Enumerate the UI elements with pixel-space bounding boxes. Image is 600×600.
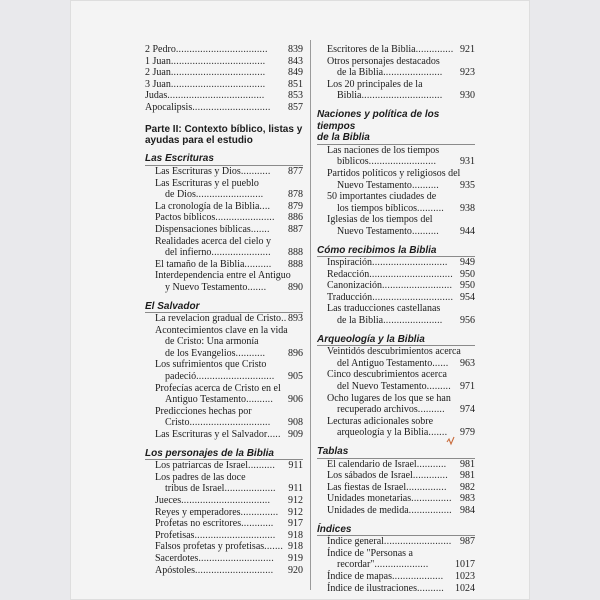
toc-entry	[145, 166, 303, 178]
section-heading-line: Naciones y política de los tiempos	[317, 108, 440, 132]
page-number: 949	[460, 257, 475, 269]
page-number: 984	[460, 504, 475, 516]
toc-entry	[145, 282, 303, 294]
entry-title: Redacción	[327, 268, 370, 280]
entry-title: Índice de mapas	[327, 570, 392, 582]
entry-title: Judas	[145, 90, 168, 102]
toc-entry	[317, 156, 475, 168]
toc-entry	[145, 67, 303, 79]
leader-dots: .................................	[181, 495, 271, 506]
section-heading-line: Índices	[317, 523, 352, 535]
entry-title: Canonización	[327, 280, 382, 292]
page-number: 908	[288, 417, 303, 429]
entry-title: La cronología de la Biblia	[155, 200, 260, 212]
toc-entry	[145, 406, 303, 418]
leader-dots: ..............................	[189, 417, 271, 429]
page-number: 974	[460, 404, 475, 416]
entry-title: El calendario de Israel	[327, 458, 417, 470]
toc-entry	[145, 429, 303, 441]
entry-title: Interdependencia entre el Antiguo	[155, 270, 291, 282]
entry-title: 2 Pedro	[145, 44, 176, 55]
toc-entry	[317, 79, 475, 91]
page-number: 918	[288, 541, 303, 553]
section-heading: Los personajes de la Biblia	[145, 448, 303, 461]
page-number: 971	[460, 381, 475, 393]
toc-entry	[317, 180, 475, 192]
toc-entry	[145, 553, 303, 565]
page-number: 893	[288, 313, 303, 325]
page-number: 956	[460, 315, 475, 327]
entry-title: del infierno	[165, 247, 212, 259]
leader-dots: ...........	[240, 165, 271, 177]
toc-entry	[145, 495, 303, 507]
toc-entry	[317, 459, 475, 471]
toc-entry	[145, 201, 303, 213]
leader-dots: ...........	[235, 347, 266, 359]
entry-title: Traducción	[327, 291, 373, 303]
entry-title: El tamaño de la Biblia	[155, 258, 245, 270]
leader-dots: ..	[281, 313, 287, 325]
entry-title: Apocalipsis	[145, 101, 193, 113]
leader-dots: ..........	[416, 582, 444, 594]
toc-entry	[317, 548, 475, 560]
entry-title: de Cristo: Una armonía	[165, 336, 259, 348]
page-number: 877	[288, 165, 303, 177]
page-number: 918	[288, 529, 303, 541]
toc-entry	[145, 359, 303, 371]
page-number: 919	[288, 552, 303, 564]
entry-title: Unidades de medida	[327, 504, 409, 516]
toc-entry	[145, 325, 303, 337]
leader-dots: ..........	[417, 202, 444, 214]
leader-dots: ..............................	[194, 529, 276, 541]
entry-title: Veintidós descubrimientos acerca	[327, 346, 461, 358]
page-number: 912	[288, 506, 303, 518]
entry-title: Predicciones hechas por	[155, 405, 252, 417]
toc-entry	[317, 67, 475, 79]
toc-entry	[145, 394, 303, 406]
leader-dots: ...................	[391, 570, 444, 582]
toc-entry	[317, 470, 475, 482]
toc-entry	[317, 482, 475, 494]
toc-entry	[317, 280, 475, 292]
column-divider	[310, 40, 311, 590]
section-heading-line: Cómo recibimos la Biblia	[317, 244, 437, 256]
section-heading-line: de la Biblia	[317, 132, 370, 144]
page-number: 879	[288, 200, 303, 212]
toc-entry	[317, 303, 475, 315]
toc-entry	[145, 236, 303, 248]
leader-dots: ..........	[244, 258, 272, 270]
page-number: 911	[288, 460, 303, 472]
page-number: 983	[460, 493, 475, 505]
section-heading	[317, 245, 475, 258]
entry-title: Pactos bíblicos	[155, 212, 216, 224]
page-number: 917	[288, 518, 303, 530]
leader-dots: .........................	[195, 189, 264, 201]
page-number: 857	[288, 101, 303, 113]
page-number: 890	[288, 281, 303, 293]
page-number: 906	[288, 394, 303, 406]
page-number: 931	[460, 156, 475, 168]
page-number: 950	[460, 268, 475, 280]
entry-title: de los Evangelios	[165, 347, 236, 359]
toc-entry	[317, 315, 475, 327]
toc-entry	[145, 472, 303, 484]
leader-dots: .............................	[196, 371, 275, 383]
page-number: 839	[288, 44, 303, 55]
entry-title: 2 Juan	[145, 67, 171, 79]
entry-title: Sacerdotes	[155, 552, 199, 564]
page-number: 909	[288, 429, 303, 441]
toc-entry	[145, 483, 303, 495]
entry-title: Apóstoles	[155, 564, 195, 576]
page-number: 1023	[455, 570, 475, 582]
entry-title: Biblia	[337, 90, 362, 102]
part-heading-line: Parte II: Contexto bíblico, listas y	[145, 123, 303, 135]
section-heading	[317, 334, 475, 347]
entry-title: 3 Juan	[145, 78, 171, 90]
toc-entry	[145, 541, 303, 553]
entry-title: de la Biblia	[337, 67, 384, 79]
leader-dots: ....................................	[167, 90, 265, 102]
entry-title: Escritores de la Biblia	[327, 44, 416, 55]
leader-dots: ..............	[240, 506, 279, 518]
toc-entry	[317, 583, 475, 595]
leader-dots: ....	[259, 200, 271, 212]
page-number: 851	[288, 78, 303, 90]
page-number: 1017	[455, 559, 475, 571]
entry-title: Las Escrituras y el Salvador	[155, 429, 268, 441]
toc-entry	[145, 417, 303, 429]
entry-title: tribus de Israel	[165, 483, 225, 495]
toc-entry	[317, 416, 475, 428]
leader-dots: ..........	[411, 225, 439, 237]
part-heading	[145, 124, 303, 147]
entry-title: La revelacion gradual de Cristo	[155, 313, 282, 325]
page-number: 849	[288, 67, 303, 79]
toc-entry	[317, 493, 475, 505]
leader-dots: ..........	[411, 179, 439, 191]
entry-title: Las traducciones castellanas	[327, 303, 441, 315]
toc-entry	[145, 178, 303, 190]
entry-title: padeció	[165, 371, 197, 383]
toc-entry	[317, 346, 475, 358]
toc-entry	[145, 56, 303, 68]
toc-entry	[145, 224, 303, 236]
leader-dots: ..........	[417, 404, 445, 416]
toc-entry	[145, 313, 303, 325]
page-number: 935	[460, 179, 475, 191]
entry-title: Jueces	[155, 495, 182, 506]
section-heading: Las Escrituras	[145, 153, 303, 166]
entry-title: Los sábados de Israel	[327, 470, 413, 482]
toc-entry	[145, 518, 303, 530]
leader-dots: ...................	[224, 483, 276, 495]
part-heading-line: ayudas para el estudio	[145, 134, 253, 146]
entry-title: del Nuevo Testamento	[337, 381, 427, 393]
toc-entry	[317, 571, 475, 583]
page-number: 843	[288, 55, 303, 67]
toc-entry	[145, 565, 303, 577]
toc-entry	[145, 189, 303, 201]
leader-dots: .......	[428, 427, 448, 439]
leader-dots: .....	[267, 429, 281, 441]
toc-entry	[145, 507, 303, 519]
entry-title: Iglesias de los tiempos del	[327, 214, 433, 226]
page-number: 963	[460, 357, 475, 369]
leader-dots: ...................................	[170, 78, 266, 90]
page-number: 944	[460, 225, 475, 237]
book-page	[70, 0, 530, 600]
leader-dots: .......	[250, 223, 270, 235]
toc-entry	[317, 257, 475, 269]
entry-title: Nuevo Testamento	[337, 225, 412, 237]
page-number: 912	[288, 495, 303, 506]
entry-title: del Antiguo Testamento	[337, 357, 433, 369]
toc-entry	[145, 348, 303, 360]
toc-entry	[145, 212, 303, 224]
page-number: 886	[288, 212, 303, 224]
toc-entry	[145, 530, 303, 542]
leader-dots: .........................	[383, 536, 452, 548]
pen-mark-icon	[446, 436, 455, 448]
entry-title: Otros personajes destacados	[327, 55, 440, 67]
section-heading	[317, 109, 475, 145]
leader-dots: .........	[426, 381, 451, 393]
entry-title: bíblicos	[337, 156, 369, 168]
page-number: 981	[460, 470, 475, 482]
page-number: 896	[288, 347, 303, 359]
entry-title: de Dios	[165, 189, 196, 201]
entry-title: Antiguo Testamento	[165, 394, 247, 406]
entry-title: Índice de ilustraciones	[327, 582, 417, 594]
entry-title: los tiempos bíblicos	[337, 202, 417, 214]
section-heading	[317, 524, 475, 537]
page-number: 921	[460, 44, 475, 55]
page-number: 911	[288, 483, 303, 495]
leader-dots: ......................	[215, 212, 275, 224]
entry-title: Los padres de las doce	[155, 471, 246, 483]
entry-title: recuperado archivos	[337, 404, 418, 416]
page-number: 923	[460, 67, 475, 79]
entry-title: Unidades monetarias	[327, 493, 412, 505]
entry-title: arqueología y la Biblia	[337, 427, 429, 439]
leader-dots: ....................	[374, 559, 429, 571]
page-number: 888	[288, 247, 303, 259]
leader-dots: ..............	[415, 44, 454, 55]
toc-entry	[317, 381, 475, 393]
toc-entry	[145, 383, 303, 395]
toc-entry	[317, 505, 475, 517]
leader-dots: ...................................	[170, 67, 266, 79]
toc-entry	[317, 393, 475, 405]
leader-dots: .......	[247, 281, 267, 293]
toc-entry	[145, 460, 303, 472]
left-column	[145, 44, 303, 576]
page-number: 853	[288, 90, 303, 102]
entry-title: Las fiestas de Israel	[327, 481, 407, 493]
entry-title: Lecturas adicionales sobre	[327, 415, 434, 427]
toc-entry	[317, 226, 475, 238]
toc-entry	[317, 90, 475, 102]
section-heading-line: Tablas	[317, 446, 349, 457]
entry-title: Índice de "Personas a	[327, 547, 413, 559]
toc-entry	[317, 214, 475, 226]
toc-entry	[145, 90, 303, 102]
toc-entry	[317, 56, 475, 68]
page-number: 987	[460, 536, 475, 548]
page-number: 950	[460, 280, 475, 292]
entry-title: Cristo	[165, 417, 190, 429]
entry-title: Los patriarcas de Israel	[155, 460, 249, 472]
page-number: 938	[460, 202, 475, 214]
entry-title: Las naciones de los tiempos	[327, 144, 440, 156]
toc-entry	[145, 270, 303, 282]
leader-dots: ................	[408, 504, 452, 516]
entry-title: Los 20 principales de la	[327, 78, 423, 90]
toc-entry	[317, 191, 475, 203]
leader-dots: ......	[432, 357, 449, 369]
leader-dots: .............................	[192, 101, 271, 113]
leader-dots: ......................	[211, 247, 271, 259]
toc-entry	[317, 145, 475, 157]
page-number: 905	[288, 371, 303, 383]
leader-dots: ...............	[406, 481, 447, 493]
page-number: 887	[288, 223, 303, 235]
leader-dots: ..........	[248, 460, 276, 472]
entry-title: Las Escrituras y Dios	[155, 165, 241, 177]
entry-title: Acontecimientos clave en la vida	[155, 324, 288, 336]
entry-title: Nuevo Testamento	[337, 179, 412, 191]
toc-entry	[317, 168, 475, 180]
page-number: 930	[460, 90, 475, 102]
leader-dots: ......................	[383, 67, 443, 79]
leader-dots: ..........	[246, 394, 274, 406]
leader-dots: ..............................	[361, 90, 443, 102]
toc-entry	[317, 292, 475, 304]
leader-dots: ...................................	[170, 55, 266, 67]
leader-dots: .............................	[195, 564, 274, 576]
entry-title: Ocho lugares de los que se han	[327, 392, 451, 404]
leader-dots: ............................	[198, 552, 274, 564]
toc-entry	[145, 79, 303, 91]
entry-title: Los sufrimientos que Cristo	[155, 359, 267, 371]
leader-dots: ......................	[383, 315, 443, 327]
entry-title: de la Biblia	[337, 315, 384, 327]
page-number: 982	[460, 481, 475, 493]
toc-entry	[145, 102, 303, 114]
toc-entry	[317, 358, 475, 370]
page-number: 920	[288, 564, 303, 576]
entry-title: Profetas no escritores	[155, 518, 242, 530]
entry-title: Profetisas	[155, 529, 195, 541]
leader-dots: ...............	[411, 493, 452, 505]
entry-title: 1 Juan	[145, 55, 171, 67]
toc-entry	[317, 369, 475, 381]
toc-entry	[317, 203, 475, 215]
section-heading-line: Arqueología y la Biblia	[317, 333, 425, 345]
right-column	[317, 44, 475, 594]
toc-entry	[145, 336, 303, 348]
toc-entry	[145, 259, 303, 271]
leader-dots: .........................	[368, 156, 437, 168]
toc-entry	[145, 247, 303, 259]
leader-dots: ...............................	[369, 268, 453, 280]
entry-title: Profecías acerca de Cristo en el	[155, 382, 281, 394]
toc-entry	[317, 404, 475, 416]
entry-title: Falsos profetas y profetisas	[155, 541, 265, 553]
entry-title: Índice general	[327, 536, 384, 548]
entry-title: Las Escrituras y el pueblo	[155, 177, 259, 189]
entry-title: Cinco descubrimientos acerca	[327, 369, 447, 381]
entry-title: Realidades acerca del cielo y	[155, 235, 272, 247]
entry-title: 50 importantes ciudades de	[327, 191, 437, 203]
entry-title: y Nuevo Testamento	[165, 281, 248, 293]
section-heading: El Salvador	[145, 301, 303, 314]
toc-entry	[145, 371, 303, 383]
leader-dots: .............	[412, 470, 448, 482]
toc-entry	[317, 269, 475, 281]
toc-entry	[317, 559, 475, 571]
page-number: 1024	[455, 582, 475, 594]
leader-dots: ...........	[416, 458, 447, 470]
toc-entry	[145, 44, 303, 56]
entry-title: Inspiración	[327, 257, 372, 269]
entry-title: Partidos políticos y religiosos del	[327, 167, 461, 179]
toc-entry	[317, 536, 475, 548]
leader-dots: ..........................	[381, 280, 453, 292]
toc-entry	[317, 44, 475, 56]
leader-dots: ............	[241, 518, 274, 530]
leader-dots: ..............................	[372, 291, 454, 303]
leader-dots: ............................	[372, 257, 448, 269]
page-number: 981	[460, 458, 475, 470]
page-number: 954	[460, 291, 475, 303]
page-number: 878	[288, 189, 303, 201]
page-number: 888	[288, 258, 303, 270]
leader-dots: ..................................	[175, 44, 268, 55]
entry-title: Dispensaciones bíblicas	[155, 223, 251, 235]
entry-title: Reyes y emperadores	[155, 506, 241, 518]
page-number: 979	[460, 427, 475, 439]
leader-dots: .......	[264, 541, 284, 553]
entry-title: recordar"	[337, 559, 375, 571]
